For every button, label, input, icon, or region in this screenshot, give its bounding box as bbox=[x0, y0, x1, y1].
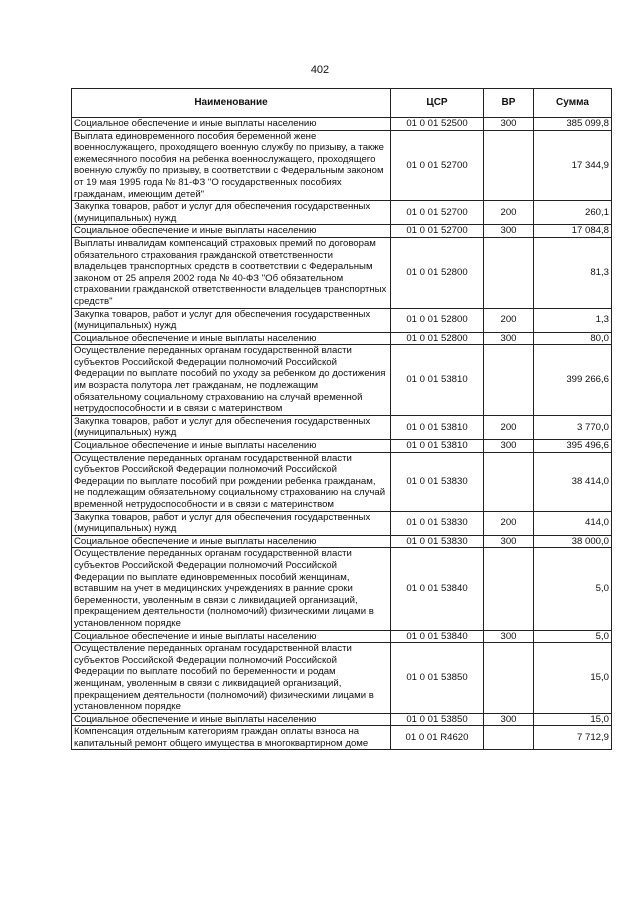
cell-vr: 300 bbox=[484, 713, 534, 726]
cell-csr: 01 0 01 53810 bbox=[391, 345, 484, 416]
table-row bbox=[72, 511, 612, 535]
cell-csr: 01 0 01 52800 bbox=[391, 237, 484, 308]
cell-vr bbox=[484, 548, 534, 630]
cell-csr: 01 0 01 53810 bbox=[391, 415, 484, 439]
cell-name: Осуществление переданных органам государственной власти субъектов Российской Федерации полномочий Российской Федерации по выплате пособий по уходу за ребенком до достижения им возраста полутора лет гражданам, не подлежащим обязательному социальному страхованию на случай временной нетрудоспособности и в связи с материнством bbox=[72, 345, 391, 416]
table-row bbox=[72, 713, 612, 726]
cell-csr: 01 0 01 52800 bbox=[391, 308, 484, 332]
table-row bbox=[72, 130, 612, 201]
cell-vr: 200 bbox=[484, 201, 534, 225]
cell-csr: 01 0 01 R4620 bbox=[391, 726, 484, 750]
cell-vr: 200 bbox=[484, 308, 534, 332]
cell-csr: 01 0 01 53830 bbox=[391, 511, 484, 535]
cell-csr: 01 0 01 53830 bbox=[391, 452, 484, 511]
cell-vr bbox=[484, 237, 534, 308]
cell-csr: 01 0 01 52700 bbox=[391, 201, 484, 225]
header-sum: Сумма bbox=[534, 89, 612, 118]
table-row bbox=[72, 345, 612, 416]
cell-vr: 300 bbox=[484, 630, 534, 643]
cell-sum: 15,0 bbox=[534, 713, 612, 726]
table-row bbox=[72, 535, 612, 548]
budget-table bbox=[71, 88, 612, 750]
cell-sum: 260,1 bbox=[534, 201, 612, 225]
cell-name: Закупка товаров, работ и услуг для обеспечения государственных (муниципальных) нужд bbox=[72, 511, 391, 535]
table-row bbox=[72, 201, 612, 225]
cell-name: Социальное обеспечение и иные выплаты населению bbox=[72, 440, 391, 453]
cell-csr: 01 0 01 53850 bbox=[391, 643, 484, 714]
cell-vr: 200 bbox=[484, 415, 534, 439]
cell-name: Социальное обеспечение и иные выплаты населению bbox=[72, 118, 391, 131]
cell-name: Социальное обеспечение и иные выплаты населению bbox=[72, 332, 391, 345]
cell-sum: 17 344,9 bbox=[534, 130, 612, 201]
cell-csr: 01 0 01 52700 bbox=[391, 130, 484, 201]
cell-name: Социальное обеспечение и иные выплаты населению bbox=[72, 535, 391, 548]
cell-csr: 01 0 01 53840 bbox=[391, 630, 484, 643]
cell-name: Закупка товаров, работ и услуг для обеспечения государственных (муниципальных) нужд bbox=[72, 201, 391, 225]
header-vr: ВР bbox=[484, 89, 534, 118]
cell-csr: 01 0 01 52500 bbox=[391, 118, 484, 131]
cell-csr: 01 0 01 53840 bbox=[391, 548, 484, 630]
cell-sum: 80,0 bbox=[534, 332, 612, 345]
cell-name: Осуществление переданных органам государственной власти субъектов Российской Федерации полномочий Российской Федерации по выплате единовременных пособий женщинам, вставшим на учет в медицинских учреждениях в ранние сроки беременности, уволенным в связи с ликвидацией организаций, прекращением деятельности (полномочий) физическими лицами в установленном порядке bbox=[72, 548, 391, 630]
cell-name: Закупка товаров, работ и услуг для обеспечения государственных (муниципальных) нужд bbox=[72, 415, 391, 439]
table-row bbox=[72, 118, 612, 131]
table-row bbox=[72, 548, 612, 630]
table-header-row bbox=[72, 89, 612, 118]
cell-vr: 300 bbox=[484, 225, 534, 238]
table-row bbox=[72, 237, 612, 308]
cell-vr: 200 bbox=[484, 511, 534, 535]
cell-sum: 81,3 bbox=[534, 237, 612, 308]
page-number: 402 bbox=[310, 64, 330, 76]
cell-name: Социальное обеспечение и иные выплаты населению bbox=[72, 713, 391, 726]
cell-csr: 01 0 01 53830 bbox=[391, 535, 484, 548]
cell-name: Выплаты инвалидам компенсаций страховых премий по договорам обязательного страхования гражданской ответственности владельцев транспортных средств в соответствии с Федеральным законом от 25 апреля 2002 года № 40-ФЗ "Об обязательном страховании гражданской ответственности владельцев транспортных средств" bbox=[72, 237, 391, 308]
cell-sum: 414,0 bbox=[534, 511, 612, 535]
cell-sum: 5,0 bbox=[534, 548, 612, 630]
cell-vr: 300 bbox=[484, 440, 534, 453]
cell-vr bbox=[484, 643, 534, 714]
table-row bbox=[72, 308, 612, 332]
cell-sum: 399 266,6 bbox=[534, 345, 612, 416]
cell-vr bbox=[484, 452, 534, 511]
cell-sum: 3 770,0 bbox=[534, 415, 612, 439]
table-row bbox=[72, 643, 612, 714]
cell-name: Выплата единовременного пособия беременной жене военнослужащего, проходящего военную службу по призыву, а также ежемесячного пособия на ребенка военнослужащего, проходящего военную службу по призыву, в соответствии с Федеральным законом от 19 мая 1995 года № 81-ФЗ "О государственных пособиях гражданам, имеющим детей" bbox=[72, 130, 391, 201]
cell-name: Компенсация отдельным категориям граждан оплаты взноса на капитальный ремонт общего имущества в многоквартирном доме bbox=[72, 726, 391, 750]
cell-csr: 01 0 01 53850 bbox=[391, 713, 484, 726]
cell-sum: 7 712,9 bbox=[534, 726, 612, 750]
cell-vr: 300 bbox=[484, 535, 534, 548]
cell-sum: 395 496,6 bbox=[534, 440, 612, 453]
cell-sum: 38 000,0 bbox=[534, 535, 612, 548]
cell-sum: 1,3 bbox=[534, 308, 612, 332]
cell-name: Закупка товаров, работ и услуг для обеспечения государственных (муниципальных) нужд bbox=[72, 308, 391, 332]
table-row bbox=[72, 332, 612, 345]
header-name: Наименование bbox=[72, 89, 391, 118]
table-row bbox=[72, 452, 612, 511]
cell-sum: 5,0 bbox=[534, 630, 612, 643]
cell-name: Осуществление переданных органам государственной власти субъектов Российской Федерации полномочий Российской Федерации по выплате пособий при рождении ребенка гражданам, не подлежащим обязательному социальному страхованию на случай временной нетрудоспособности и в связи с материнством bbox=[72, 452, 391, 511]
table-row bbox=[72, 225, 612, 238]
cell-csr: 01 0 01 52800 bbox=[391, 332, 484, 345]
cell-name: Осуществление переданных органам государственной власти субъектов Российской Федерации полномочий Российской Федерации по выплате пособий по беременности и родам женщинам, уволенным в связи с ликвидацией организаций, прекращением деятельности (полномочий) физическими лицами в установленном порядке bbox=[72, 643, 391, 714]
table-row bbox=[72, 630, 612, 643]
table-row bbox=[72, 440, 612, 453]
cell-sum: 38 414,0 bbox=[534, 452, 612, 511]
cell-name: Социальное обеспечение и иные выплаты населению bbox=[72, 630, 391, 643]
cell-sum: 385 099,8 bbox=[534, 118, 612, 131]
cell-name: Социальное обеспечение и иные выплаты населению bbox=[72, 225, 391, 238]
cell-vr: 300 bbox=[484, 332, 534, 345]
cell-sum: 17 084,8 bbox=[534, 225, 612, 238]
cell-csr: 01 0 01 52700 bbox=[391, 225, 484, 238]
cell-sum: 15,0 bbox=[534, 643, 612, 714]
cell-vr bbox=[484, 345, 534, 416]
table-row bbox=[72, 415, 612, 439]
header-csr: ЦСР bbox=[391, 89, 484, 118]
cell-csr: 01 0 01 53810 bbox=[391, 440, 484, 453]
cell-vr bbox=[484, 726, 534, 750]
cell-vr bbox=[484, 130, 534, 201]
cell-vr: 300 bbox=[484, 118, 534, 131]
table-row bbox=[72, 726, 612, 750]
